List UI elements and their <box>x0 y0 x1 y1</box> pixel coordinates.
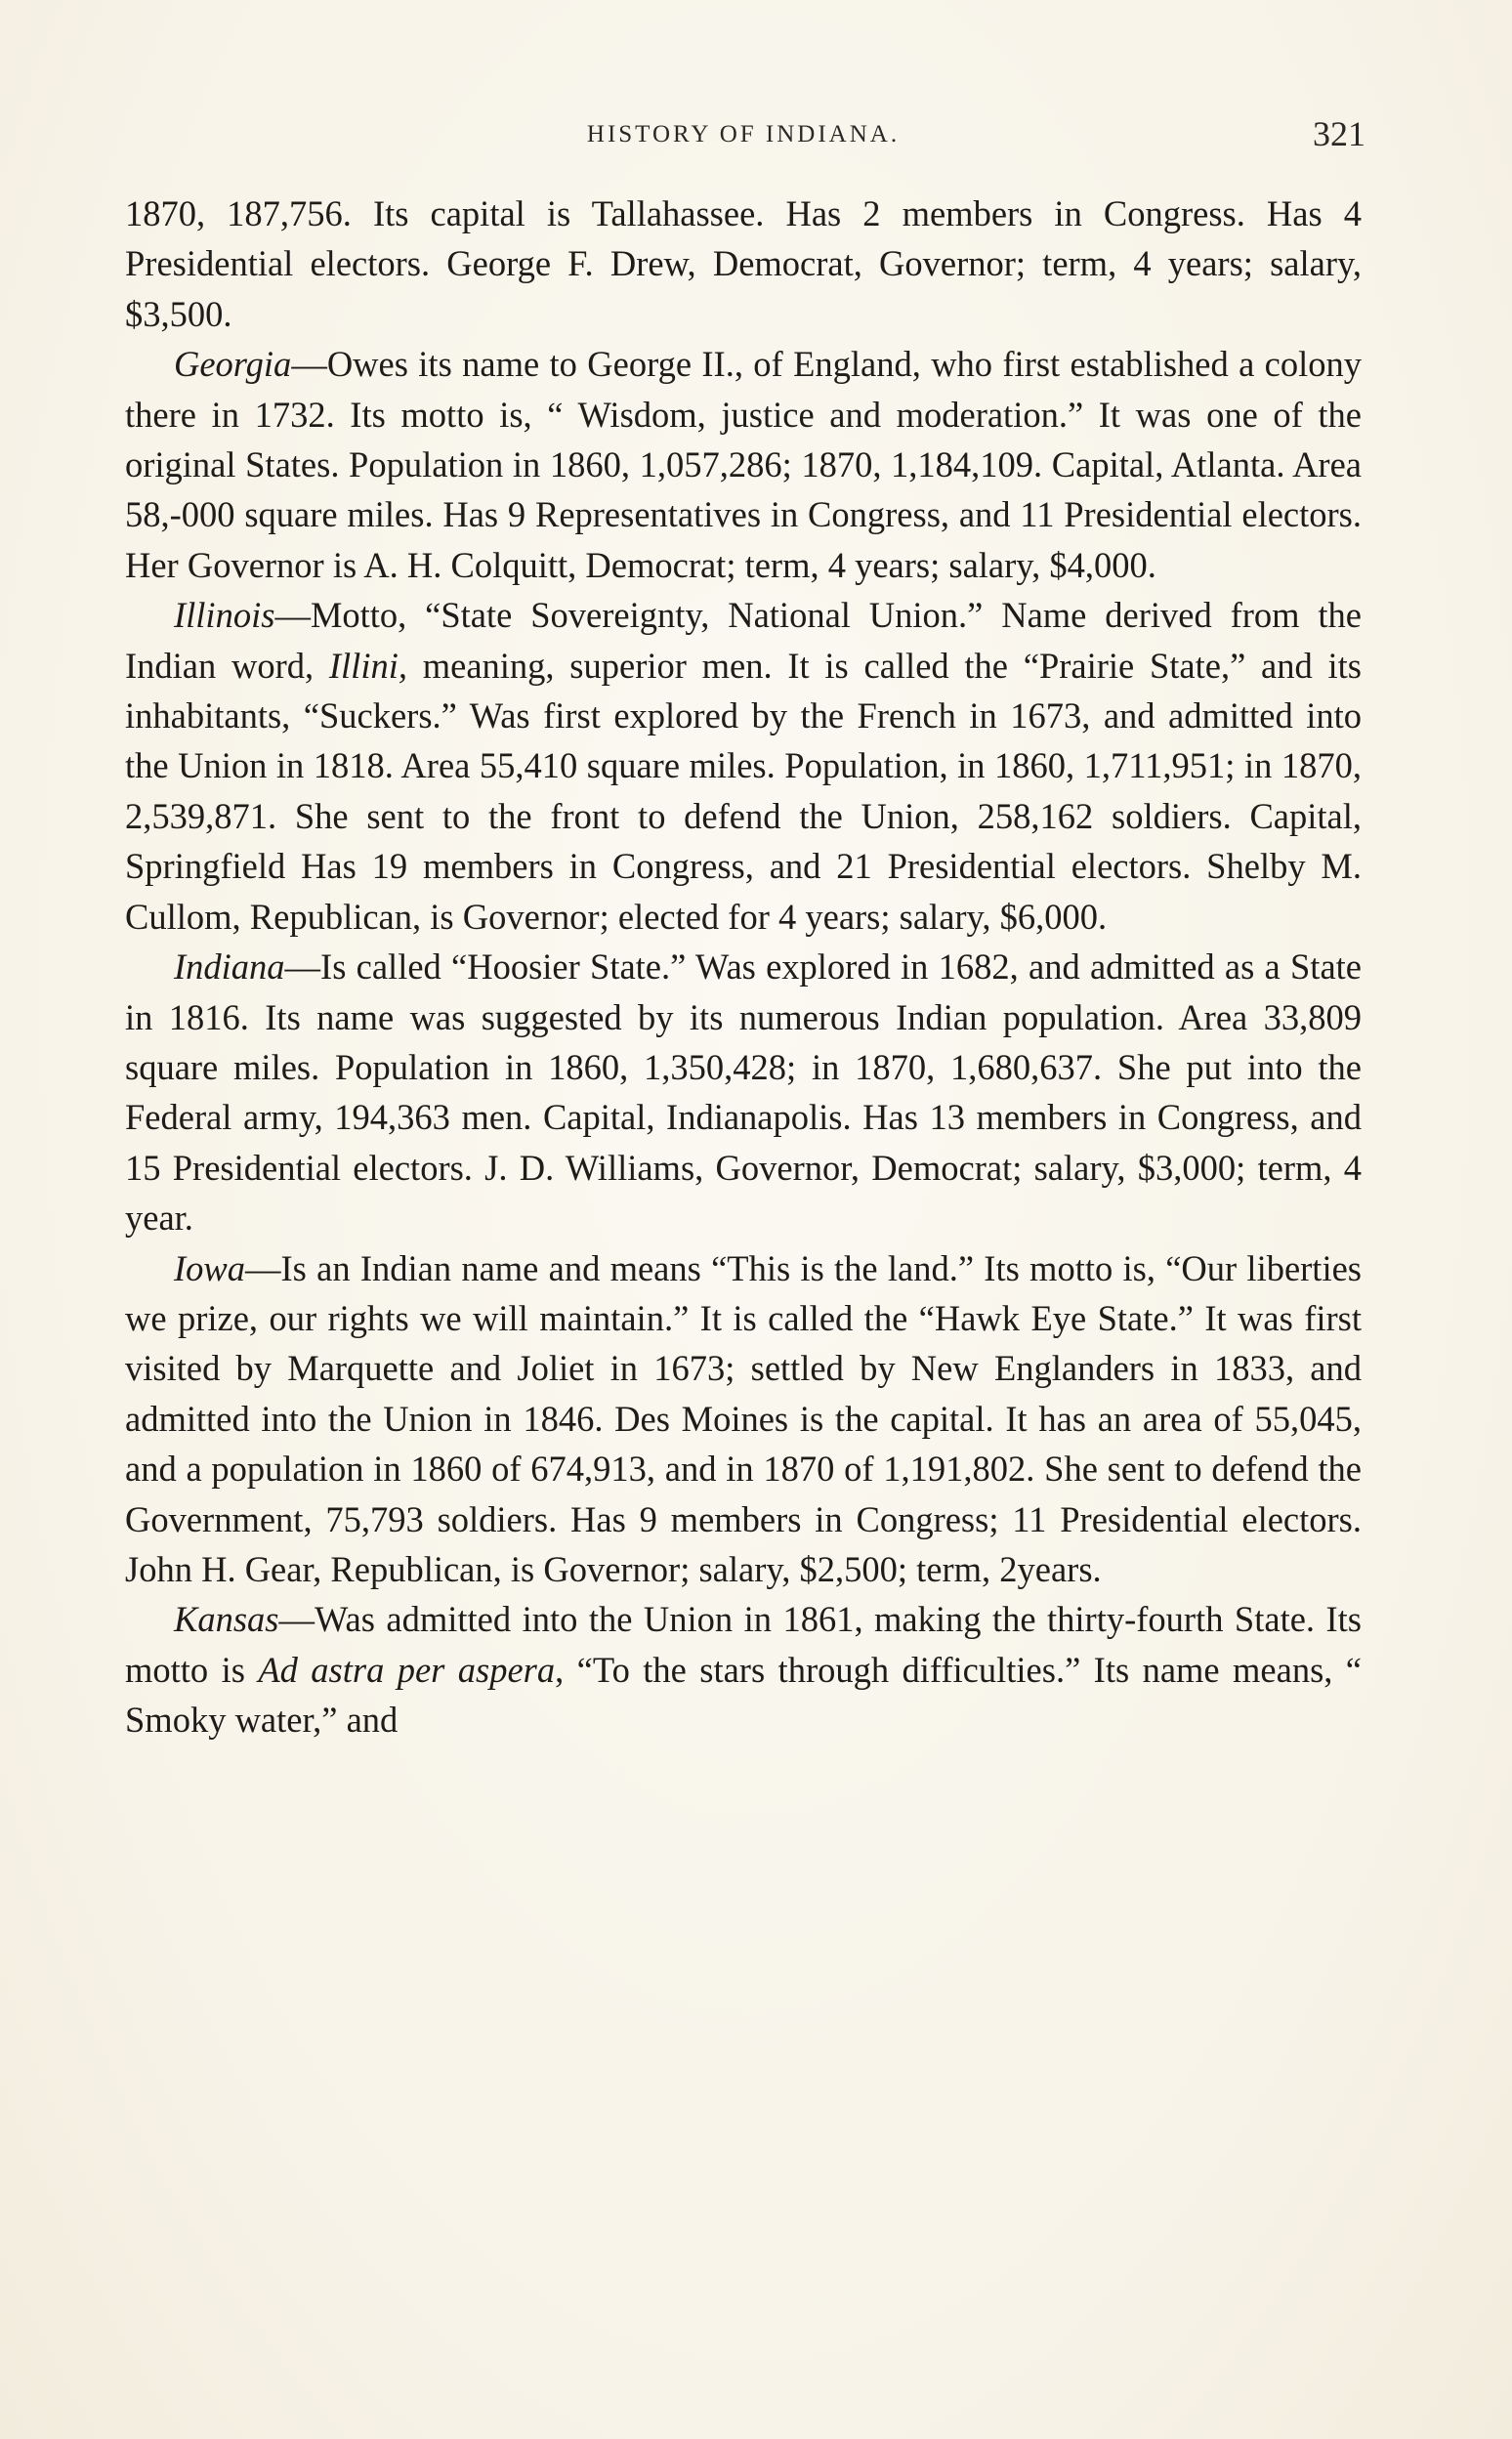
paragraph-text: , “To the stars through difficulties.” Its name means, “ Smoky water,” and <box>125 1649 1362 1741</box>
paragraph-indiana <box>125 942 1362 1242</box>
state-name-georgia: Georgia <box>174 344 292 385</box>
paragraph-georgia <box>125 339 1362 590</box>
paragraph-kansas <box>125 1594 1362 1745</box>
state-name-kansas: Kansas <box>174 1599 279 1640</box>
italic-term: Illini, <box>328 645 407 686</box>
state-name-indiana: Indiana <box>174 946 285 988</box>
paragraph-text: —Is an Indian name and means “This is the land.” Its motto is, “Our liberties we prize, our rights we will maintain.” It is called the “Hawk Eye State.” It was first visited by Marquette and Joliet in 1673; settled by New Englanders in 1833, and admitted into the Union in 1846. Des Moines is the capital. It has an area of 55,045, and a population in 1860 of 674,913, and in 1870 of 1,191,802. She sent to defend the Government, 75,793 soldiers. Has 9 members in Congress; 11 Presidential electors. John H. Gear, Republican, is Governor; salary, $2,500; term, 2years. <box>125 1247 1362 1589</box>
running-head-title: HISTORY OF INDIANA. <box>586 121 901 147</box>
paragraph-iowa <box>125 1243 1362 1595</box>
paragraph-text: —Motto, “State Sovereignty, National Union.” Name derived from the Indian word, <box>125 595 1362 686</box>
paragraph-text: 1870, 187,756. Its capital is Tallahassee. Has 2 members in Congress. Has 4 Presidential electors. George F. Drew, Democrat, Governor; term, 4 years; salary, $3,500. <box>125 193 1362 334</box>
paragraph-text: —Was admitted into the Union in 1861, making the thirty-fourth State. Its motto is <box>125 1599 1362 1690</box>
page-number: 321 <box>1313 114 1365 153</box>
body-text <box>125 189 1362 1745</box>
running-head <box>125 113 1365 162</box>
italic-motto: Ad astra per aspera <box>258 1649 556 1690</box>
state-name-iowa: Iowa <box>174 1247 245 1288</box>
paragraph-florida-continued <box>125 189 1362 339</box>
paragraph-text: —Owes its name to George II., of England, who first established a colony there in 1732. Its motto is, “ Wisdom, justice and moderation.” It was one of the original States. Population in 1860, 1,057,286; 1870, 1,184,109. Capital, Atlanta. Area 58,-000 square miles. Has 9 Representatives in Congress, and 11 Presidential electors. Her Governor is A. H. Colquitt, Democrat; term, 4 years; salary, $4,000. <box>125 344 1362 585</box>
state-name-illinois: Illinois <box>174 595 275 636</box>
paragraph-text: meaning, superior men. It is called the “Prairie State,” and its inhabitants, “Suckers.” Was first explored by the French in 1673, and admitted into the Union in 1818. Area 55,410 square miles. Population, in 1860, 1,711,951; in 1870, 2,539,871. She sent to the front to defend the Union, 258,162 soldiers. Capital, Springfield Has 19 members in Congress, and 21 Presidential electors. Shelby M. Cullom, Republican, is Governor; elected for 4 years; salary, $6,000. <box>125 645 1362 937</box>
paragraph-text: —Is called “Hoosier State.” Was explored in 1682, and admitted as a State in 1816. Its name was suggested by its numerous Indian population. Area 33,809 square miles. Population in 1860, 1,350,428; in 1870, 1,680,637. She put into the Federal army, 194,363 men. Capital, Indianapolis. Has 13 members in Congress, and 15 Presidential electors. J. D. Williams, Governor, Democrat; salary, $3,000; term, 4 year. <box>125 946 1362 1239</box>
paragraph-illinois <box>125 590 1362 942</box>
